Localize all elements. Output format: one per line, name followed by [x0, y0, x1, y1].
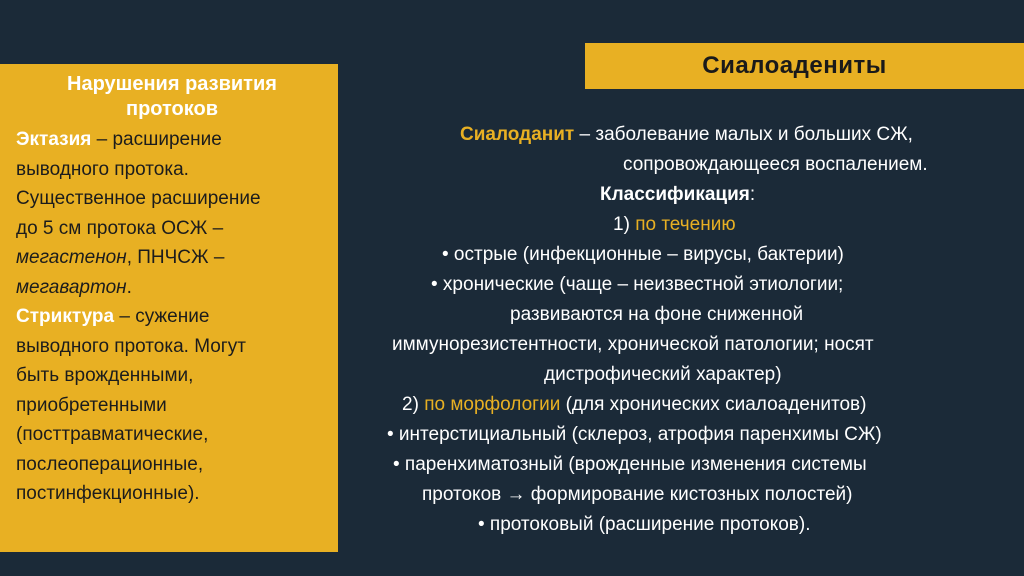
ectasia-term: Эктазия: [16, 129, 92, 150]
sialoadenitis-content: [360, 120, 1024, 540]
ectasia-line-4: до 5 см протока ОСЖ –: [16, 217, 224, 239]
slide-title-bar: [585, 43, 1024, 89]
definition-line-2: сопровождающееся воспалением.: [623, 154, 928, 175]
classification-heading: Классификация:: [600, 184, 756, 205]
parenchymal-item-line-2: протоков → формирование кистозных полостей): [422, 484, 853, 505]
stricture-line-2: выводного протока. Могут: [16, 335, 246, 357]
stricture-line-1: Стриктура – сужение: [16, 306, 210, 327]
stricture-line-6: послеоперационные,: [16, 453, 204, 475]
ductal-item: • протоковый (расширение протоков).: [478, 514, 811, 535]
by-course-heading: 1) по течению: [613, 214, 736, 235]
ectasia-line-1: Эктазия – расширение: [16, 129, 222, 150]
definition-term: Сиалоданит: [460, 124, 575, 145]
parenchymal-item-line-1: • паренхиматозный (врожденные изменения системы: [393, 454, 867, 475]
ductal-anomalies-panel: [0, 64, 338, 552]
megavarton-term: мегавартон: [16, 276, 127, 298]
chronic-item-line-1: • хронические (чаще – неизвестной этиологии;: [431, 274, 844, 295]
ectasia-line-2: выводного протока.: [16, 158, 189, 180]
chronic-item-line-3: иммунорезистентности, хронической патологии; носят: [392, 334, 874, 355]
by-morphology-label: по морфологии: [424, 394, 561, 415]
by-course-label: по течению: [635, 214, 736, 235]
classification-label: Классификация: [600, 184, 750, 205]
definition-line-1: Сиалоданит – заболевание малых и больших СЖ,: [460, 124, 913, 145]
slide-title: Сиалоадениты: [702, 52, 887, 79]
ectasia-line-6: мегавартон.: [16, 276, 132, 298]
ectasia-line-5: мегастенон, ПНЧСЖ –: [16, 247, 225, 268]
stricture-line-7: постинфекционные).: [16, 483, 200, 504]
panel-title: Нарушения развития протоков: [67, 73, 277, 120]
stricture-term: Стриктура: [16, 306, 115, 327]
interstitial-item: • интерстициальный (склероз, атрофия паренхимы СЖ): [387, 424, 882, 445]
stricture-line-4: приобретенными: [16, 394, 167, 416]
acute-item: • острые (инфекционные – вирусы, бактерии): [442, 244, 844, 265]
megastenon-term: мегастенон: [16, 247, 127, 268]
by-morphology-heading: 2) по морфологии (для хронических сиалоаденитов): [402, 394, 867, 415]
ectasia-line-3: Существенное расширение: [16, 188, 261, 209]
chronic-item-line-4: дистрофический характер): [544, 364, 782, 385]
panel-body: [16, 125, 328, 509]
stricture-line-3: быть врожденными,: [16, 365, 194, 386]
stricture-line-5: (посттравматические,: [16, 424, 209, 445]
chronic-item-line-2: развиваются на фоне сниженной: [510, 304, 804, 325]
